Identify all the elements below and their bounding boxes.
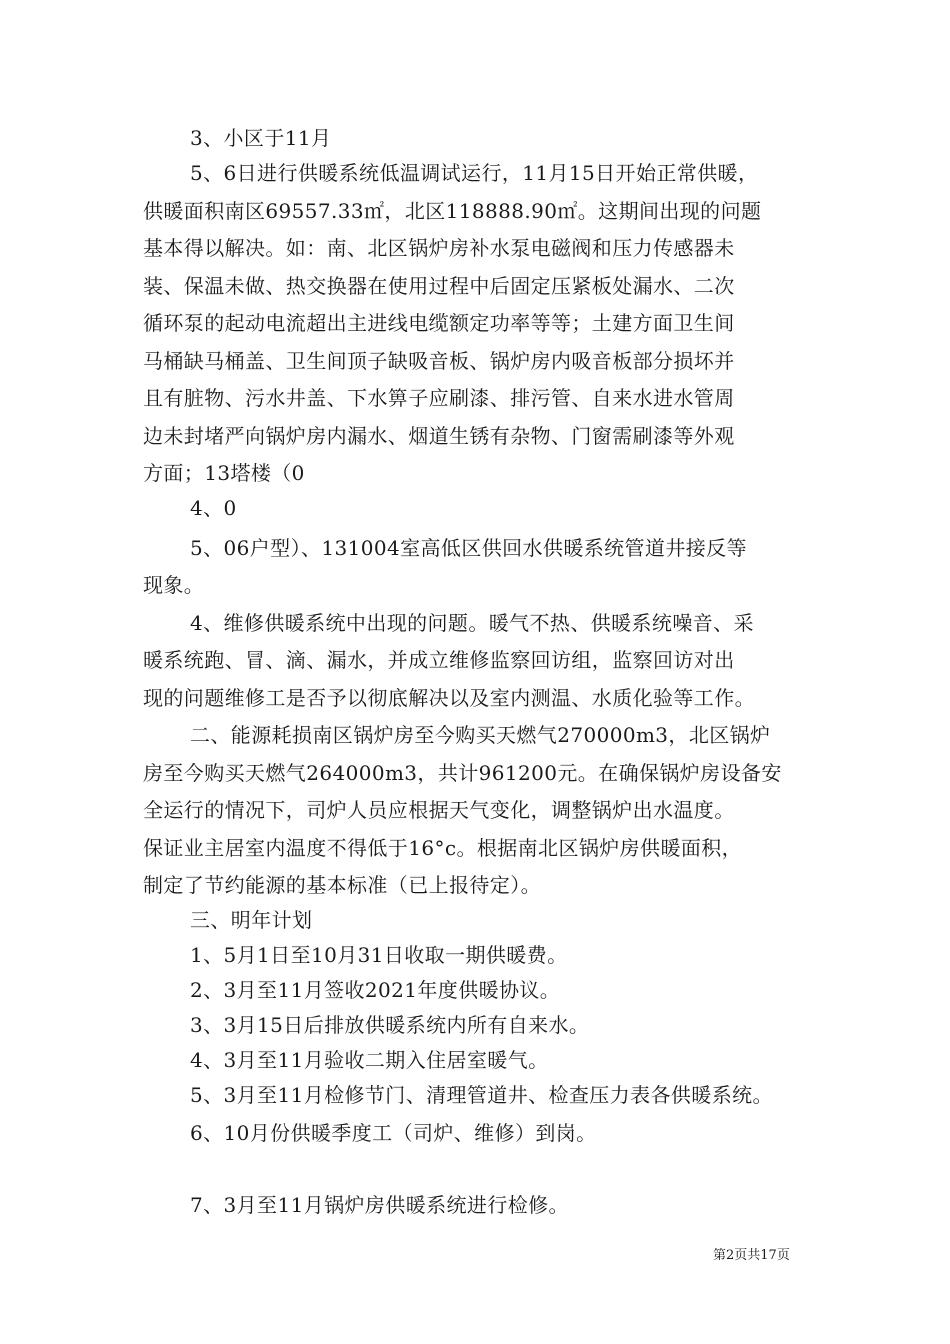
plan-item: 6、10月份供暖季度工（司炉、维修）到岗。 [190, 1121, 597, 1145]
text-line: 全运行的情况下，司炉人员应根据天气变化，调整锅炉出水温度。 [143, 798, 735, 822]
text-line: 现的问题维修工是否予以彻底解决以及室内测温、水质化验等工作。 [143, 686, 755, 710]
text-line: 房至今购买天燃气264000m3，共计961200元。在确保锅炉房设备安 [143, 761, 782, 785]
text-line: 5、6日进行供暖系统低温调试运行，11月15日开始正常供暖， [190, 161, 759, 185]
text-line: 基本得以解决。如：南、北区锅炉房补水泵电磁阀和压力传感器未 [143, 236, 735, 260]
plan-item: 7、3月至11月锅炉房供暖系统进行检修。 [190, 1193, 569, 1217]
plan-item: 5、3月至11月检修节门、清理管道井、检查压力表各供暖系统。 [190, 1083, 773, 1107]
text-line: 装、保温未做、热交换器在使用过程中后固定压紧板处漏水、二次 [143, 274, 735, 298]
text-line: 循环泵的起动电流超出主进线电缆额定功率等等；土建方面卫生间 [143, 311, 735, 335]
text-line: 现象。 [143, 573, 205, 597]
page-number: 第2页共17页 [713, 1248, 790, 1263]
text-line: 供暖面积南区69557.33㎡，北区118888.90㎡。这期间出现的问题 [143, 199, 762, 223]
text-line: 马桶缺马桶盖、卫生间顶子缺吸音板、锅炉房内吸音板部分损坏并 [143, 349, 735, 373]
plan-item: 3、3月15日后排放供暖系统内所有自来水。 [190, 1013, 590, 1037]
text-line: 方面；13塔楼（0 [143, 461, 305, 485]
section-heading: 三、明年计划 [190, 908, 313, 932]
text-line: 保证业主居室内温度不得低于16°c。根据南北区锅炉房供暖面积， [143, 836, 743, 860]
text-line: 4、维修供暖系统中出现的问题。暖气不热、供暖系统噪音、采 [190, 611, 754, 635]
text-line: 4、0 [190, 496, 237, 520]
text-line: 且有脏物、污水井盖、下水箅子应刷漆、排污管、自来水进水管周 [143, 386, 735, 410]
plan-item: 1、5月1日至10月31日收取一期供暖费。 [190, 943, 568, 967]
text-line: 制定了节约能源的基本标准（已上报待定）。 [143, 873, 541, 897]
text-line: 边未封堵严向锅炉房内漏水、烟道生锈有杂物、门窗需刷漆等外观 [143, 424, 735, 448]
text-line: 二、能源耗损南区锅炉房至今购买天燃气270000m3，北区锅炉 [190, 723, 771, 747]
text-line: 5、06户型）、131004室高低区供回水供暖系统管道井接反等 [190, 536, 747, 560]
plan-item: 2、3月至11月签收2021年度供暖协议。 [190, 978, 561, 1002]
text-line: 3、小区于11月 [190, 126, 332, 150]
plan-item: 4、3月至11月验收二期入住居室暖气。 [190, 1048, 549, 1072]
text-line: 暖系统跑、冒、滴、漏水，并成立维修监察回访组，监察回访对出 [143, 648, 735, 672]
